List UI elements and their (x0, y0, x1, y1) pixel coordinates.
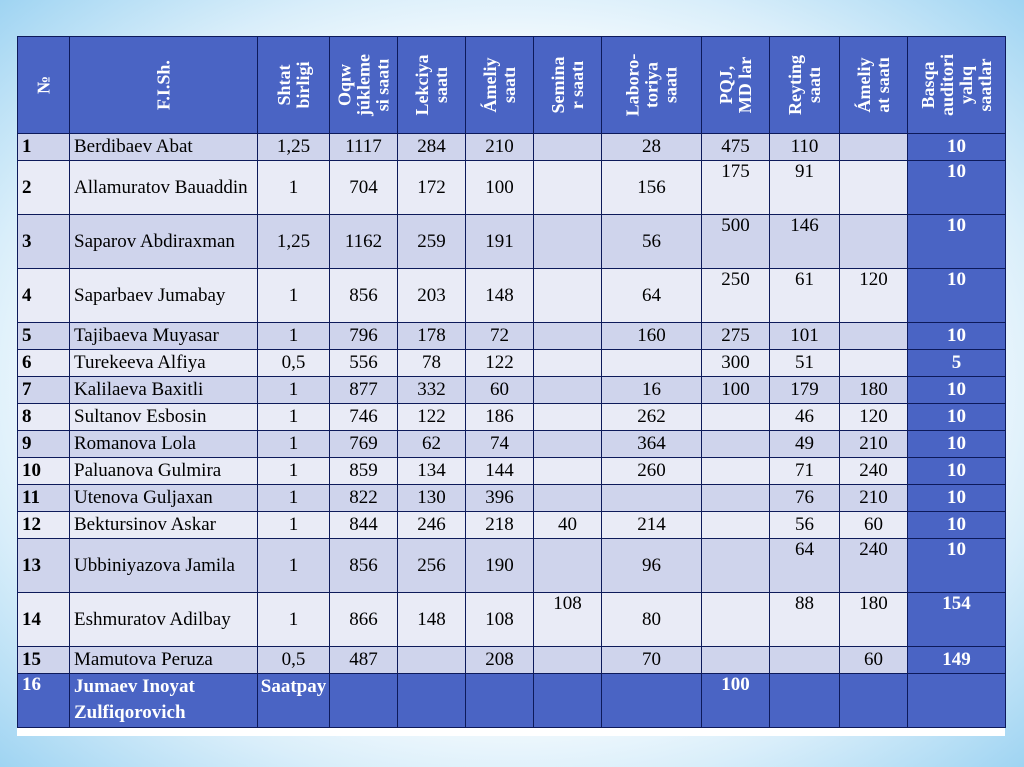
value-cell: 396 (466, 485, 534, 512)
row-number-cell: 10 (18, 458, 70, 485)
value-cell: 122 (398, 404, 466, 431)
value-cell: 10 (908, 323, 1006, 350)
name-cell: Paluanova Gulmira (70, 458, 258, 485)
table-row (18, 323, 1006, 350)
name-cell: Turekeeva Alfiya (70, 350, 258, 377)
value-cell: 74 (466, 431, 534, 458)
row-number-cell: 13 (18, 539, 70, 593)
value-cell: 88 (770, 593, 840, 647)
value-cell (602, 485, 702, 512)
name-cell: Jumaev Inoyat Zulfiqorovich (70, 674, 258, 728)
value-cell: 262 (602, 404, 702, 431)
row-number-cell: 5 (18, 323, 70, 350)
value-cell: 180 (840, 593, 908, 647)
value-cell (534, 485, 602, 512)
table-row (18, 350, 1006, 377)
value-cell: 1,25 (258, 134, 330, 161)
value-cell: 332 (398, 377, 466, 404)
value-cell (534, 404, 602, 431)
value-cell: 877 (330, 377, 398, 404)
value-cell (702, 404, 770, 431)
value-cell: 100 (702, 377, 770, 404)
value-cell: 16 (602, 377, 702, 404)
value-cell: 1 (258, 269, 330, 323)
table-row (18, 539, 1006, 593)
table-row (18, 404, 1006, 431)
value-cell: 10 (908, 161, 1006, 215)
column-header (466, 37, 534, 134)
row-number-cell: 2 (18, 161, 70, 215)
value-cell: 10 (908, 512, 1006, 539)
value-cell: 146 (770, 215, 840, 269)
column-header-label: Semina r saatı (547, 56, 587, 114)
name-cell: Saparov Abdiraxman (70, 215, 258, 269)
value-cell (534, 647, 602, 674)
table-row (18, 512, 1006, 539)
value-cell: 156 (602, 161, 702, 215)
name-cell: Romanova Lola (70, 431, 258, 458)
value-cell: 80 (602, 593, 702, 647)
value-cell (534, 215, 602, 269)
value-cell: 148 (398, 593, 466, 647)
value-cell: 704 (330, 161, 398, 215)
value-cell: 64 (770, 539, 840, 593)
value-cell: 1,25 (258, 215, 330, 269)
value-cell: 10 (908, 215, 1006, 269)
value-cell: 246 (398, 512, 466, 539)
table-row (18, 161, 1006, 215)
value-cell (702, 512, 770, 539)
value-cell (534, 431, 602, 458)
header-row (18, 37, 1006, 134)
row-number-cell: 3 (18, 215, 70, 269)
value-cell: 10 (908, 485, 1006, 512)
value-cell: 1117 (330, 134, 398, 161)
value-cell (770, 674, 840, 728)
value-cell: 149 (908, 647, 1006, 674)
value-cell: 72 (466, 323, 534, 350)
value-cell (466, 674, 534, 728)
value-cell (534, 539, 602, 593)
value-cell: 259 (398, 215, 466, 269)
column-header (770, 37, 840, 134)
value-cell: 91 (770, 161, 840, 215)
table-row (18, 674, 1006, 728)
row-number-cell: 8 (18, 404, 70, 431)
value-cell: 180 (840, 377, 908, 404)
row-number-cell: 12 (18, 512, 70, 539)
name-cell: Kalilaeva Baxitli (70, 377, 258, 404)
value-cell: 78 (398, 350, 466, 377)
value-cell: 10 (908, 377, 1006, 404)
row-number-cell: 7 (18, 377, 70, 404)
value-cell: 160 (602, 323, 702, 350)
value-cell: 1 (258, 323, 330, 350)
value-cell: 10 (908, 269, 1006, 323)
value-cell: 240 (840, 458, 908, 485)
value-cell: 96 (602, 539, 702, 593)
value-cell: 110 (770, 134, 840, 161)
value-cell: 1 (258, 485, 330, 512)
table-row (18, 485, 1006, 512)
column-header (908, 37, 1006, 134)
value-cell (534, 323, 602, 350)
value-cell: 148 (466, 269, 534, 323)
value-cell: 210 (840, 431, 908, 458)
table-row (18, 647, 1006, 674)
table-row (18, 215, 1006, 269)
value-cell: 856 (330, 269, 398, 323)
value-cell: 1 (258, 458, 330, 485)
value-cell: 64 (602, 269, 702, 323)
column-header-label: F.I.Sh. (153, 60, 173, 110)
value-cell: 1 (258, 593, 330, 647)
value-cell: 51 (770, 350, 840, 377)
value-cell: 866 (330, 593, 398, 647)
value-cell: 10 (908, 458, 1006, 485)
value-cell (702, 458, 770, 485)
name-cell: Tajibaeva Muyasar (70, 323, 258, 350)
value-cell: 191 (466, 215, 534, 269)
column-header-label: Basqa auditori yalıq saatlar (917, 54, 995, 117)
value-cell: 130 (398, 485, 466, 512)
value-cell: 275 (702, 323, 770, 350)
column-header-label: Reyting saatı (784, 55, 824, 115)
value-cell: 56 (770, 512, 840, 539)
value-cell: 500 (702, 215, 770, 269)
value-cell: 120 (840, 404, 908, 431)
value-cell: 144 (466, 458, 534, 485)
value-cell: 475 (702, 134, 770, 161)
value-cell: 1 (258, 404, 330, 431)
value-cell (840, 350, 908, 377)
name-cell: Allamuratov Bauaddin (70, 161, 258, 215)
value-cell: 1162 (330, 215, 398, 269)
column-header (840, 37, 908, 134)
value-cell: 49 (770, 431, 840, 458)
value-cell: 203 (398, 269, 466, 323)
value-cell: 56 (602, 215, 702, 269)
name-cell: Saparbaev Jumabay (70, 269, 258, 323)
value-cell: 256 (398, 539, 466, 593)
value-cell: 487 (330, 647, 398, 674)
value-cell: 5 (908, 350, 1006, 377)
value-cell (770, 647, 840, 674)
value-cell (840, 674, 908, 728)
value-cell: 60 (466, 377, 534, 404)
column-header (702, 37, 770, 134)
value-cell: 40 (534, 512, 602, 539)
value-cell: 190 (466, 539, 534, 593)
value-cell: 556 (330, 350, 398, 377)
column-header (602, 37, 702, 134)
value-cell: 284 (398, 134, 466, 161)
table-row (18, 458, 1006, 485)
value-cell: 1 (258, 377, 330, 404)
value-cell: 822 (330, 485, 398, 512)
value-cell: 250 (702, 269, 770, 323)
value-cell: 0,5 (258, 350, 330, 377)
value-cell: 300 (702, 350, 770, 377)
value-cell (602, 674, 702, 728)
value-cell: 186 (466, 404, 534, 431)
value-cell (398, 647, 466, 674)
value-cell (534, 674, 602, 728)
value-cell: 769 (330, 431, 398, 458)
value-cell (534, 458, 602, 485)
row-number-cell: 11 (18, 485, 70, 512)
column-header (398, 37, 466, 134)
value-cell: 364 (602, 431, 702, 458)
column-header (258, 37, 330, 134)
value-cell: 1 (258, 539, 330, 593)
value-cell (908, 674, 1006, 728)
row-number-cell: 14 (18, 593, 70, 647)
value-cell: 62 (398, 431, 466, 458)
row-number-cell: 16 (18, 674, 70, 728)
name-cell: Berdibaev Abat (70, 134, 258, 161)
value-cell: 1 (258, 161, 330, 215)
column-header-label: № (33, 75, 53, 95)
value-cell: 71 (770, 458, 840, 485)
value-cell: 208 (466, 647, 534, 674)
value-cell: 100 (466, 161, 534, 215)
value-cell: 856 (330, 539, 398, 593)
column-header-label: Ámeliy at saatı (853, 57, 893, 113)
value-cell: 134 (398, 458, 466, 485)
value-cell: 10 (908, 539, 1006, 593)
column-header-label: Lekciya saatı (411, 54, 451, 116)
teaching-load-table (17, 36, 1006, 728)
value-cell (330, 674, 398, 728)
row-number-cell: 6 (18, 350, 70, 377)
value-cell (702, 539, 770, 593)
name-cell: Utenova Guljaxan (70, 485, 258, 512)
value-cell: 210 (840, 485, 908, 512)
value-cell (840, 134, 908, 161)
name-cell: Bektursinov Askar (70, 512, 258, 539)
table-row (18, 377, 1006, 404)
table-row (18, 134, 1006, 161)
value-cell: 10 (908, 134, 1006, 161)
column-header-label: Laboro- toriya saatı (622, 53, 680, 117)
table-row (18, 269, 1006, 323)
value-cell: 10 (908, 404, 1006, 431)
value-cell (702, 485, 770, 512)
value-cell: 1 (258, 512, 330, 539)
value-cell: 178 (398, 323, 466, 350)
row-number-cell: 1 (18, 134, 70, 161)
value-cell: 60 (840, 512, 908, 539)
value-cell (702, 431, 770, 458)
value-cell (534, 350, 602, 377)
value-cell: 60 (840, 647, 908, 674)
value-cell: Saatpay (258, 674, 330, 728)
value-cell: 260 (602, 458, 702, 485)
value-cell: 100 (702, 674, 770, 728)
value-cell: 108 (534, 593, 602, 647)
value-cell: 61 (770, 269, 840, 323)
value-cell: 859 (330, 458, 398, 485)
value-cell: 120 (840, 269, 908, 323)
table-body (18, 134, 1006, 728)
value-cell: 70 (602, 647, 702, 674)
value-cell: 46 (770, 404, 840, 431)
value-cell (840, 161, 908, 215)
value-cell: 844 (330, 512, 398, 539)
column-header-label: Ámeliy saatı (479, 57, 519, 113)
name-cell: Mamutova Peruza (70, 647, 258, 674)
value-cell: 0,5 (258, 647, 330, 674)
value-cell (534, 161, 602, 215)
column-header (534, 37, 602, 134)
value-cell: 218 (466, 512, 534, 539)
column-header-label: Shtat birligi (273, 61, 313, 109)
value-cell: 76 (770, 485, 840, 512)
value-cell (840, 215, 908, 269)
value-cell (534, 377, 602, 404)
table-row (18, 593, 1006, 647)
value-cell (840, 323, 908, 350)
value-cell (534, 269, 602, 323)
value-cell (398, 674, 466, 728)
row-number-cell: 15 (18, 647, 70, 674)
value-cell: 214 (602, 512, 702, 539)
value-cell: 108 (466, 593, 534, 647)
value-cell: 746 (330, 404, 398, 431)
value-cell: 1 (258, 431, 330, 458)
value-cell: 10 (908, 431, 1006, 458)
value-cell: 179 (770, 377, 840, 404)
column-header (330, 37, 398, 134)
column-header (70, 37, 258, 134)
name-cell: Ubbiniyazova Jamila (70, 539, 258, 593)
value-cell: 175 (702, 161, 770, 215)
value-cell: 796 (330, 323, 398, 350)
value-cell: 154 (908, 593, 1006, 647)
table-row (18, 431, 1006, 458)
name-cell: Eshmuratov Adilbay (70, 593, 258, 647)
value-cell: 101 (770, 323, 840, 350)
column-header-label: PQJ, MD lar (715, 56, 755, 114)
value-cell: 28 (602, 134, 702, 161)
value-cell (602, 350, 702, 377)
value-cell (534, 134, 602, 161)
column-header-label: Oqıw júkleme si saatı (334, 54, 392, 116)
value-cell: 122 (466, 350, 534, 377)
column-header (18, 37, 70, 134)
value-cell: 210 (466, 134, 534, 161)
row-number-cell: 4 (18, 269, 70, 323)
row-number-cell: 9 (18, 431, 70, 458)
value-cell (702, 647, 770, 674)
name-cell: Sultanov Esbosin (70, 404, 258, 431)
value-cell: 240 (840, 539, 908, 593)
value-cell: 172 (398, 161, 466, 215)
value-cell (702, 593, 770, 647)
